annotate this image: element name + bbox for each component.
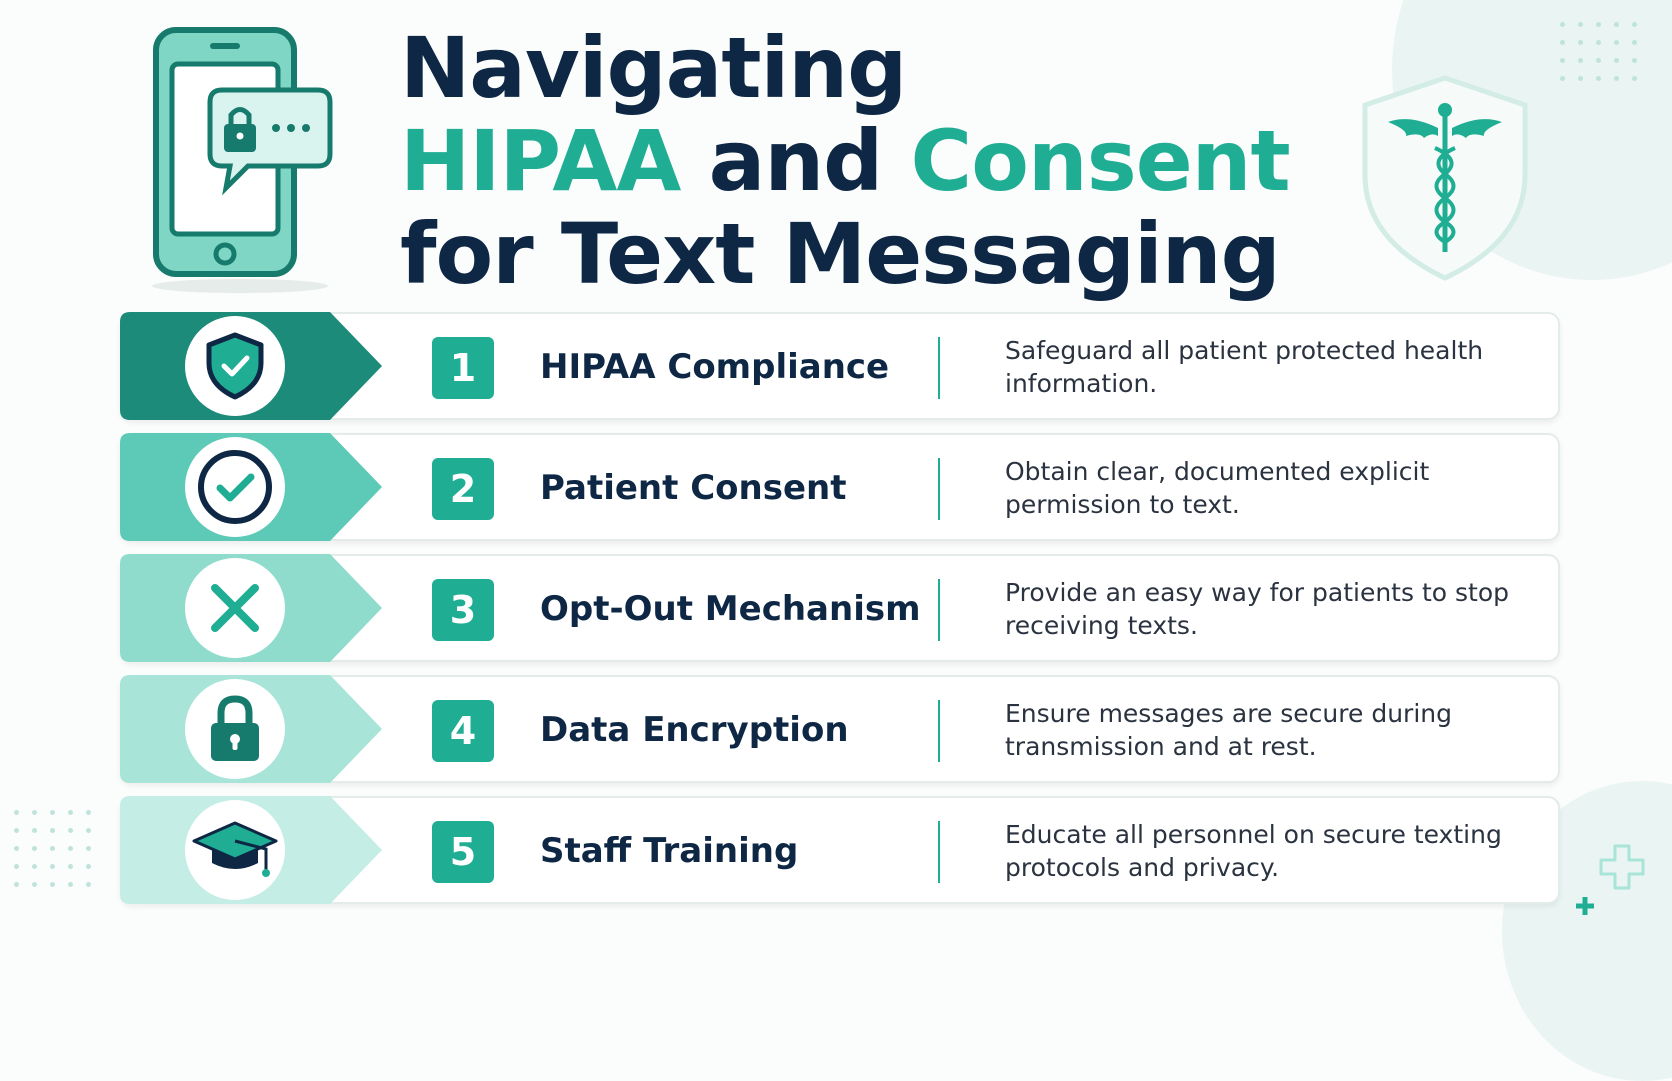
list-item (120, 796, 1560, 908)
item-divider (938, 458, 940, 520)
list-item (120, 554, 1560, 666)
item-number-badge: 5 (432, 821, 494, 883)
title-line-1: Navigating (400, 19, 907, 117)
item-divider (938, 579, 940, 641)
item-icon-badge (185, 558, 285, 658)
shield-check-icon (203, 331, 267, 401)
decorative-dots-bottom-left (14, 810, 91, 887)
title-highlight-hipaa: HIPAA (400, 112, 681, 210)
item-number-badge: 3 (432, 579, 494, 641)
item-title: Data Encryption (540, 710, 849, 750)
item-icon-badge (185, 679, 285, 779)
item-description: Provide an easy way for patients to stop receiving texts. (1005, 578, 1509, 640)
item-description: Obtain clear, documented explicit permission to text. (1005, 457, 1430, 519)
item-description: Ensure messages are secure during transmission and at rest. (1005, 699, 1452, 761)
graduation-cap-icon (192, 815, 278, 885)
item-divider (938, 821, 940, 883)
item-number-badge: 1 (432, 337, 494, 399)
item-divider (938, 700, 940, 762)
item-icon-badge (185, 437, 285, 537)
item-description: Educate all personnel on secure texting protocols and privacy. (1005, 820, 1502, 882)
list-item (120, 433, 1560, 545)
item-number-badge: 2 (432, 458, 494, 520)
list-item (120, 312, 1560, 424)
title-highlight-consent: Consent (910, 112, 1290, 210)
plus-icon (1574, 895, 1596, 917)
item-icon-badge (185, 316, 285, 416)
item-title: Patient Consent (540, 468, 847, 508)
item-title: Opt-Out Mechanism (540, 589, 921, 629)
list-item (120, 675, 1560, 787)
item-description: Safeguard all patient protected health information. (1005, 336, 1484, 398)
page-title (400, 19, 1290, 303)
item-icon-badge (185, 800, 285, 900)
padlock-icon (205, 693, 265, 765)
phone-message-lock-illustration (140, 24, 360, 294)
title-and: and (680, 112, 911, 210)
plus-outline-icon (1598, 843, 1646, 891)
item-divider (938, 337, 940, 399)
caduceus-shield-icon (1350, 70, 1540, 290)
x-icon (205, 578, 265, 638)
check-circle-icon (195, 447, 275, 527)
item-title: HIPAA Compliance (540, 347, 890, 387)
item-number-badge: 4 (432, 700, 494, 762)
title-line-3: for Text Messaging (400, 205, 1280, 303)
decorative-dots-top-right (1560, 22, 1637, 81)
item-title: Staff Training (540, 831, 799, 871)
